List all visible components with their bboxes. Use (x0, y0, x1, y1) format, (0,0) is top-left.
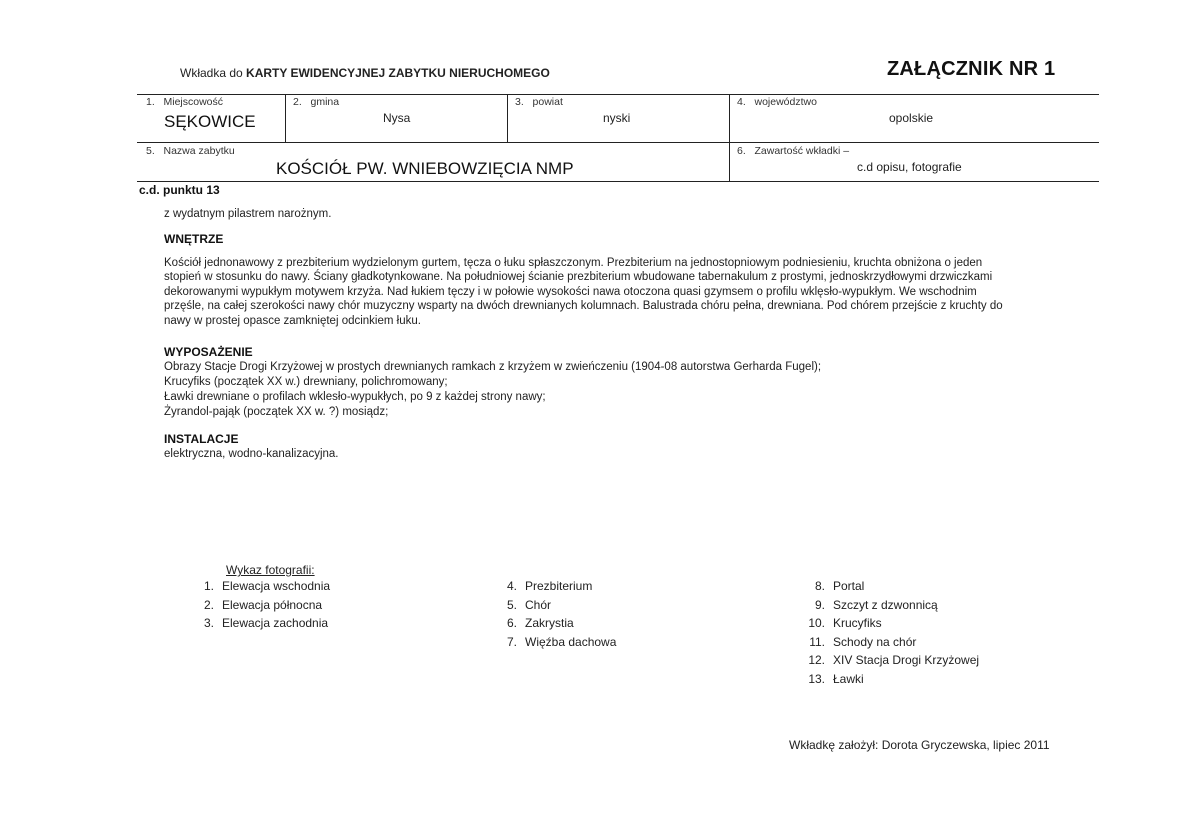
list-item: 10. Krucyfiks (808, 616, 882, 630)
field-gmina-label: 2. gmina (293, 96, 340, 108)
list-item: 4. Prezbiterium (506, 579, 593, 593)
section-text-instalacje: elektryczna, wodno-kanalizacyjna. (164, 448, 339, 460)
section-heading-wnetrze: WNĘTRZE (164, 232, 224, 246)
photo-list-column-1 (194, 577, 330, 633)
field-zawartosc-value: c.d opisu, fotografie (857, 160, 962, 174)
author-signature-line: Wkładkę założył: Dorota Gryczewska, lipiec 2011 (789, 738, 1050, 752)
section-text-wyposazenie (164, 360, 821, 420)
section-heading-instalacje: INSTALACJE (164, 432, 239, 446)
wnetrze-line: dekorowanymi wypukłym motywem krzyża. Nad łukiem tęczy i w połowie wysokości nawa otoczona quasi gzymsem o profilu wklęsło-wypukłym. We wschodnim (164, 285, 977, 298)
list-item: 13. Ławki (808, 671, 864, 686)
field-nazwa-value: KOŚCIÓŁ PW. WNIEBOWZIĘCIA NMP (276, 159, 574, 178)
field-wojewodztwo-value: opolskie (889, 111, 934, 125)
list-item: 7. Więźba dachowa (506, 634, 617, 649)
wyposazenie-line: Krucyfiks (początek XX w.) drewniany, polichromowany; (164, 376, 448, 388)
list-item: 12. XIV Stacja Drogi Krzyżowej (808, 653, 980, 667)
field-gmina-value: Nysa (383, 111, 411, 125)
table-divider-3 (729, 94, 730, 181)
list-item: 3. Elewacja zachodnia (203, 616, 329, 630)
photo-list-title: Wykaz fotografii: (226, 563, 315, 577)
wyposazenie-line: Obrazy Stacje Drogi Krzyżowej w prostych drewnianych ramkach z krzyżem w zwieńczeniu (1904-08 autorstwa Gerharda Fugel); (164, 361, 822, 373)
wnetrze-line: Kościół jednonawowy z prezbiterium wydzielonym gurtem, tęcza o łuku spłaszczonym. Prezbiterium na jednostopniowym podniesieniu, kruchta obniżona o jeden (164, 257, 983, 269)
header-card-title: KARTY EWIDENCYJNEJ ZABYTKU NIERUCHOMEGO (246, 66, 550, 80)
field-wojewodztwo-label: 4. województwo (737, 96, 817, 108)
table-top-border (137, 94, 1099, 95)
section-heading-wyposazenie: WYPOSAŻENIE (164, 345, 253, 359)
table-divider-1 (285, 94, 286, 142)
continuation-label: c.d. punktu 13 (139, 183, 220, 197)
wnetrze-line: stopień w stosunku do nawy. Ściany gładkotynkowane. Na południowej ścianie prezbiterium wbudowane tabernakulum z prostymi, jednoskrzydłowymi drzwiczkami (164, 271, 993, 284)
annex-title: ZAŁĄCZNIK NR 1 (887, 58, 1056, 80)
card-header (180, 66, 550, 80)
list-item: 11. Schody na chór (809, 634, 917, 649)
wnetrze-line: przęśle, na całej szerokości nawy chór muzyczny wsparty na dwóch drewnianych kolumnach. Balustrada chóru pełna, drewniana. Pod chórem przejście z kruchty do (164, 300, 1003, 313)
field-miejscowosc-value: SĘKOWICE (164, 112, 256, 131)
list-item: 5. Chór (506, 597, 552, 612)
list-item: 9. Szczyt z dzwonnicą (814, 597, 938, 612)
table-mid-border (137, 142, 1099, 143)
wyposazenie-line: Ławki drewniane o profilach wklesło-wypukłych, po 9 z każdej strony nawy; (164, 391, 546, 403)
wnetrze-line: nawy w prostej opasce zamkniętej odcinkiem łuku. (164, 314, 421, 327)
field-nazwa-label: 5. Nazwa zabytku (146, 145, 235, 157)
table-divider-2 (507, 94, 508, 142)
list-item: 8. Portal (814, 579, 865, 593)
list-item: 2. Elewacja północna (203, 597, 323, 612)
field-miejscowosc-label: 1. Miejscowość (146, 96, 224, 108)
wyposazenie-line: Żyrandol-pająk (początek XX w. ?) mosiądz; (164, 406, 389, 418)
photo-list-column-3 (805, 577, 979, 688)
list-item: 1. Elewacja wschodnia (203, 579, 331, 593)
intro-line: z wydatnym pilastrem narożnym. (164, 208, 332, 220)
field-zawartosc-label: 6. Zawartość wkładki – (737, 145, 850, 157)
field-powiat-value: nyski (603, 111, 631, 125)
header-prefix: Wkładka do (180, 66, 247, 80)
section-text-wnetrze (164, 256, 1094, 328)
field-powiat-label: 3. powiat (515, 96, 563, 108)
photo-list-column-2 (497, 577, 616, 651)
list-item: 6. Zakrystia (506, 616, 574, 630)
table-bottom-border (137, 181, 1099, 182)
